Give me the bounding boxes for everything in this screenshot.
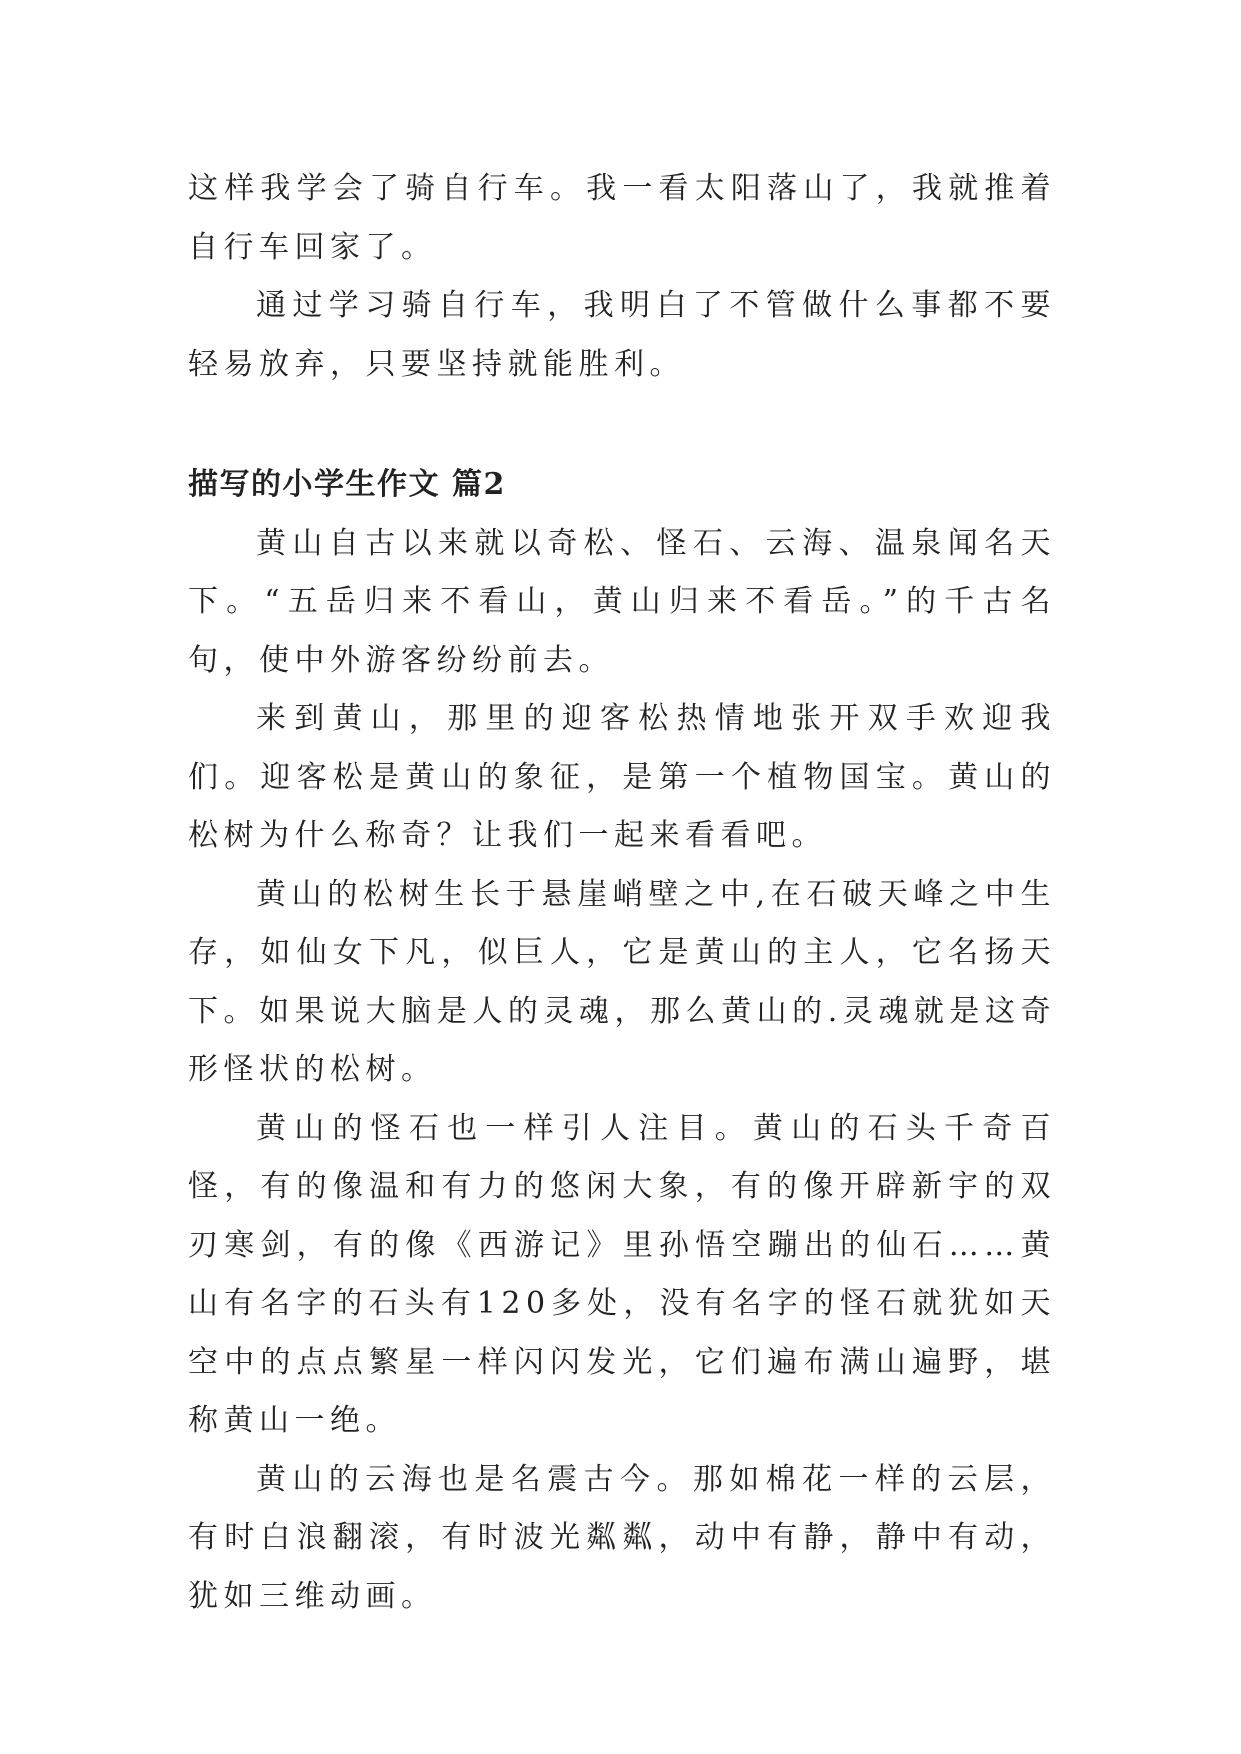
essay-heading: 描写的小学生作文 篇2 xyxy=(188,467,506,502)
paragraph-continuation: 这样我学会了骑自行车。我一看太阳落山了，我就推着自行车回家了。 xyxy=(188,171,1056,265)
paragraph-intro: 黄山自古以来就以奇松、怪石、云海、温泉闻名天下。“五岳归来不看山，黄山归来不看岳。”的千古名句，使中外游客纷纷前去。 xyxy=(188,525,1056,678)
paragraph-strange-rocks: 黄山的怪石也一样引人注目。黄山的石头千奇百怪，有的像温和有力的悠闲大象，有的像开辟新宇的双刃寒剑，有的像《西游记》里孙悟空蹦出的仙石……黄山有名字的石头有120多处，没有名字的怪石就犹如天空中的点点繁星一样闪闪发光，它们遍布满山遍野，堪称黄山一绝。 xyxy=(188,1110,1056,1438)
paragraph-conclusion: 通过学习骑自行车，我明白了不管做什么事都不要轻易放弃，只要坚持就能胜利。 xyxy=(188,288,1056,382)
document-body xyxy=(188,160,1056,1626)
paragraph-sea-of-clouds: 黄山的云海也是名震古今。那如棉花一样的云层，有时白浪翻滚，有时波光粼粼，动中有静，静中有动，犹如三维动画。 xyxy=(188,1461,1056,1614)
paragraph-pine-trees: 黄山的松树生长于悬崖峭壁之中,在石破天峰之中生存，如仙女下凡，似巨人，它是黄山的主人，它名扬天下。如果说大脑是人的灵魂，那么黄山的.灵魂就是这奇形怪状的松树。 xyxy=(188,876,1056,1087)
paragraph-welcome-pine: 来到黄山，那里的迎客松热情地张开双手欢迎我们。迎客松是黄山的象征，是第一个植物国宝。黄山的松树为什么称奇？让我们一起来看看吧。 xyxy=(188,701,1056,853)
